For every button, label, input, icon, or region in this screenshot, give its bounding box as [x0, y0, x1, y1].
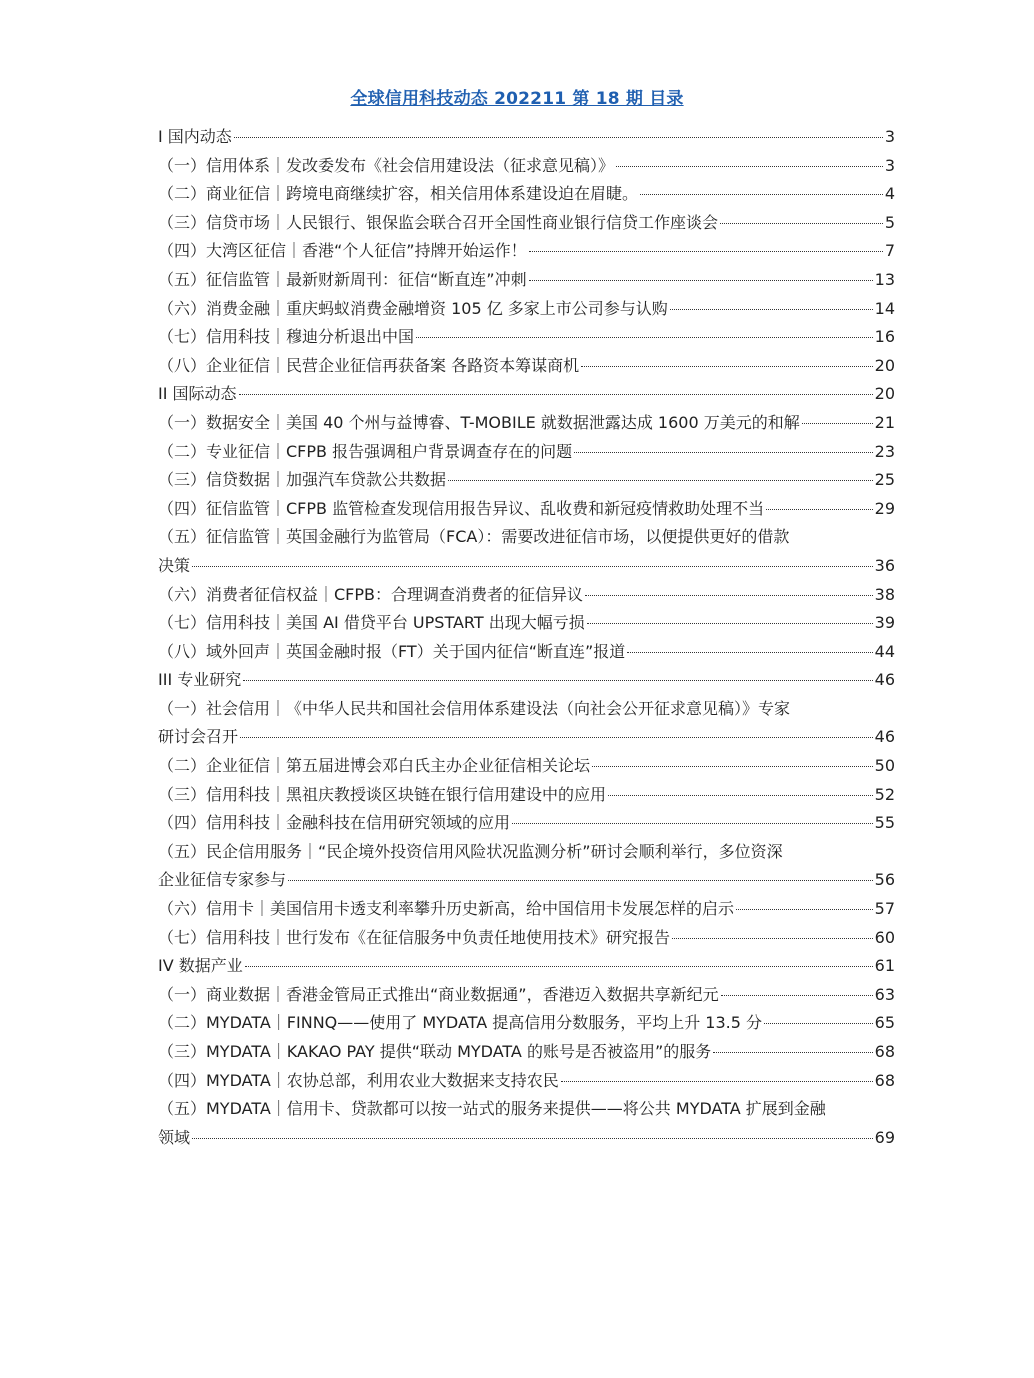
toc-page-number: 3: [884, 127, 895, 146]
toc-page-number: 36: [874, 555, 895, 575]
dot-leader: [448, 479, 873, 481]
toc-page-number: 21: [874, 412, 895, 432]
dot-leader: [587, 622, 873, 624]
toc-entry[interactable]: [158, 666, 895, 695]
toc-page-number: 65: [874, 1013, 895, 1033]
toc-entry-line[interactable]: （五）MYDATA｜信用卡、贷款都可以按一站式的服务来提供——将公共 MYDATA 扩展到金融: [158, 1099, 826, 1119]
dot-leader: [192, 1137, 873, 1139]
toc-page-number: 20: [874, 384, 895, 404]
toc-entry[interactable]: [158, 609, 895, 638]
toc-entry-text: （四）大湾区征信｜香港“个人征信”持牌开始运作！: [158, 241, 527, 261]
toc-entry[interactable]: [158, 295, 895, 324]
toc-entry-text: （一）信用体系｜发改委发布《社会信用建设法（征求意见稿）》: [158, 155, 615, 175]
toc-entry-text: IV 数据产业: [158, 956, 243, 976]
toc-entry-text: （一）数据安全｜美国 40 个州与益博睿、T-MOBILE 就数据泄露达成 1600 万美元的和解: [158, 412, 800, 432]
toc-entry[interactable]: [158, 438, 895, 467]
toc-page-number: 46: [874, 670, 895, 690]
toc-entry[interactable]: [158, 466, 895, 495]
toc-page-number: 57: [874, 899, 895, 919]
dot-leader: [720, 222, 883, 224]
toc-entry-text: （一）商业数据｜香港金管局正式推出“商业数据通”，香港迈入数据共享新纪元: [158, 984, 719, 1004]
toc-page-number: 3: [884, 155, 895, 175]
toc-entry-text: （六）消费金融｜重庆蚂蚁消费金融增资 105 亿 多家上市公司参与认购: [158, 298, 668, 318]
dot-leader: [192, 565, 873, 567]
dot-leader: [288, 879, 873, 881]
dot-leader: [240, 736, 873, 738]
toc-page-number: 20: [874, 355, 895, 375]
toc-page-number: 39: [874, 613, 895, 633]
toc-entry[interactable]: [158, 552, 895, 581]
toc-entry-text: III 专业研究: [158, 670, 242, 690]
toc-entry[interactable]: [158, 924, 895, 953]
toc-entry[interactable]: [158, 809, 895, 838]
toc-entry[interactable]: [158, 866, 895, 895]
toc-entry[interactable]: [158, 1038, 895, 1067]
toc-entry[interactable]: [158, 752, 895, 781]
dot-leader: [616, 165, 883, 167]
dot-leader: [802, 422, 873, 424]
toc-entry[interactable]: [158, 781, 895, 810]
toc-page-number: 68: [874, 1070, 895, 1090]
toc-entry-text: （三）MYDATA｜KAKAO PAY 提供“联动 MYDATA 的账号是否被盗用”的服务: [158, 1042, 712, 1061]
toc-entry-text: （二）企业征信｜第五届进博会邓白氏主办企业征信相关论坛: [158, 756, 591, 776]
toc-entry-text: 决策: [158, 555, 191, 575]
toc-page-number: 7: [884, 241, 895, 261]
toc-page-number: 60: [874, 927, 895, 947]
toc-page-number: 52: [874, 784, 895, 804]
dot-leader: [764, 1022, 873, 1024]
toc-entry[interactable]: [158, 352, 895, 381]
dot-leader: [561, 1080, 873, 1082]
toc-entry[interactable]: [158, 1067, 895, 1096]
toc-entry-text: （五）征信监管｜最新财新周刊：征信“断直连”冲刺: [158, 269, 527, 289]
toc-entry[interactable]: [158, 209, 895, 238]
toc-entry[interactable]: [158, 1124, 895, 1153]
toc-page-number: 23: [874, 441, 895, 461]
toc-entry[interactable]: [158, 266, 895, 295]
dot-leader: [721, 994, 873, 996]
toc-entry-text: （三）信用科技｜黑祖庆教授谈区块链在银行信用建设中的应用: [158, 784, 607, 804]
dot-leader: [672, 937, 873, 939]
toc-entry-text: （六）信用卡｜美国信用卡透支利率攀升历史新高，给中国信用卡发展怎样的启示: [158, 899, 735, 919]
toc-page-number: 5: [884, 212, 895, 232]
dot-leader: [627, 651, 872, 653]
toc-entry-line[interactable]: （五）征信监管｜英国金融行为监管局（FCA）：需要改进征信市场，以便提供更好的借款: [158, 527, 790, 547]
toc-entry[interactable]: [158, 952, 895, 981]
toc-entry-text: （四）征信监管｜CFPB 监管检查发现信用报告异议、乱收费和新冠疫情救助处理不当: [158, 498, 765, 518]
toc-entry[interactable]: [158, 981, 895, 1010]
dot-leader: [640, 193, 883, 195]
dot-leader: [529, 279, 873, 281]
toc-entry-text: 领域: [158, 1127, 191, 1147]
toc-entry-text: （七）信用科技｜穆迪分析退出中国: [158, 327, 415, 347]
toc-page-number: 68: [874, 1042, 895, 1061]
dot-leader: [243, 679, 872, 681]
toc-entry-text: （四）信用科技｜金融科技在信用研究领域的应用: [158, 813, 511, 833]
toc-entry-text: （二）MYDATA｜FINNQ——使用了 MYDATA 提高信用分数服务，平均上升 13.5 分: [158, 1013, 763, 1033]
dot-leader: [592, 765, 873, 767]
toc-page-number: 25: [874, 470, 895, 490]
dot-leader: [416, 336, 873, 338]
toc-entry[interactable]: [158, 323, 895, 352]
dot-leader: [234, 136, 883, 138]
toc-entry[interactable]: [158, 638, 895, 667]
table-of-contents: [158, 123, 895, 1152]
toc-entry-line[interactable]: （五）民企信用服务｜“民企境外投资信用风险状况监测分析”研讨会顺利举行，多位资深: [158, 841, 783, 861]
toc-entry[interactable]: [158, 123, 895, 152]
toc-entry[interactable]: [158, 723, 895, 752]
toc-entry[interactable]: [158, 409, 895, 438]
toc-page-number: 56: [874, 870, 895, 890]
toc-entry-text: 研讨会召开: [158, 727, 239, 747]
dot-leader: [245, 965, 873, 967]
toc-entry[interactable]: [158, 152, 895, 181]
toc-page-number: 63: [874, 984, 895, 1004]
toc-entry[interactable]: [158, 237, 895, 266]
toc-page-number: 14: [874, 298, 895, 318]
toc-entry-text: （六）消费者征信权益｜CFPB：合理调查消费者的征信异议: [158, 584, 584, 604]
dot-leader: [585, 594, 873, 596]
dot-leader: [736, 908, 873, 910]
toc-entry-text: （三）信贷市场｜人民银行、银保监会联合召开全国性商业银行信贷工作座谈会: [158, 212, 719, 232]
toc-entry-text: （四）MYDATA｜农协总部，利用农业大数据来支持农民: [158, 1070, 559, 1090]
dot-leader: [512, 822, 873, 824]
toc-entry[interactable]: [158, 895, 895, 924]
toc-entry-text: 企业征信专家参与: [158, 870, 287, 890]
toc-page-number: 46: [874, 727, 895, 747]
toc-page-number: 69: [874, 1127, 895, 1147]
toc-entry-text: I 国内动态: [158, 127, 232, 146]
toc-entry[interactable]: [158, 180, 895, 209]
toc-entry[interactable]: [158, 495, 895, 524]
toc-entry-text: （二）商业征信｜跨境电商继续扩容，相关信用体系建设迫在眉睫。: [158, 184, 639, 204]
toc-page-number: 16: [874, 327, 895, 347]
dot-leader: [574, 451, 873, 453]
dot-leader: [608, 794, 873, 796]
toc-page-number: 55: [874, 813, 895, 833]
toc-entry-text: （七）信用科技｜世行发布《在征信服务中负责任地使用技术》研究报告: [158, 927, 671, 947]
dot-leader: [239, 393, 873, 395]
toc-page-number: 29: [874, 498, 895, 518]
toc-entry-text: II 国际动态: [158, 384, 237, 404]
toc-entry-line[interactable]: （一）社会信用｜《中华人民共和国社会信用体系建设法（向社会公开征求意见稿）》专家: [158, 698, 791, 718]
toc-page-number: 44: [874, 641, 895, 661]
toc-title[interactable]: 全球信用科技动态 202211 第 18 期 目录: [350, 89, 684, 109]
toc-entry-text: （七）信用科技｜美国 AI 借贷平台 UPSTART 出现大幅亏损: [158, 613, 585, 633]
toc-page-number: 61: [874, 956, 895, 976]
dot-leader: [766, 508, 873, 510]
toc-entry-text: （三）信贷数据｜加强汽车贷款公共数据: [158, 470, 447, 490]
toc-entry-text: （八）企业征信｜民营企业征信再获备案 各路资本筹谋商机: [158, 355, 580, 375]
toc-entry-text: （二）专业征信｜CFPB 报告强调租户背景调查存在的问题: [158, 441, 573, 461]
toc-page-number: 4: [884, 184, 895, 204]
toc-entry-text: （八）域外回声｜英国金融时报（FT）关于国内征信“断直连”报道: [158, 641, 626, 661]
toc-entry[interactable]: [158, 1009, 895, 1038]
toc-page-number: 50: [874, 756, 895, 776]
dot-leader: [581, 365, 873, 367]
dot-leader: [529, 250, 883, 252]
toc-entry[interactable]: [158, 581, 895, 610]
dot-leader: [670, 308, 873, 310]
toc-entry[interactable]: [158, 380, 895, 409]
toc-page-number: 38: [874, 584, 895, 604]
dot-leader: [713, 1051, 872, 1053]
toc-page-number: 13: [874, 269, 895, 289]
